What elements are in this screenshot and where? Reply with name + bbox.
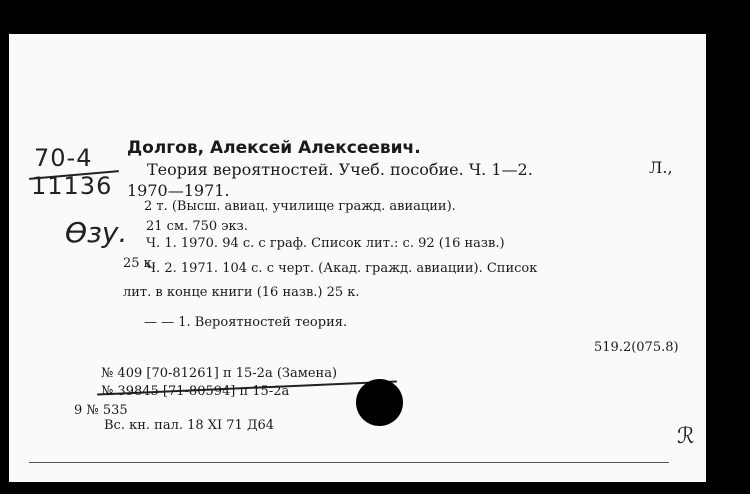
classification: 519.2(075.8) [594, 340, 679, 355]
footer-line-2: № 39845 [71-80594] п 15-2а [101, 384, 290, 399]
footer-line-1: № 409 [70-81261] п 15-2а (Замена) [101, 366, 338, 381]
part-1: Ч. 1. 1970. 94 с. с граф. Список лит.: с. 92 (16 назв.) [146, 236, 505, 251]
catalog-card [9, 34, 706, 482]
bottom-rule [29, 462, 669, 463]
call-number-bottom: 11136 [31, 172, 113, 200]
call-number-top: 70-4 [34, 144, 93, 172]
part-2-continued: лит. в конце книги (16 назв.) 25 к. [123, 285, 360, 300]
handwritten-mark: Ѳзу. [65, 216, 128, 249]
size-copies: 21 см. 750 экз. [146, 219, 248, 234]
years: 1970—1971. [127, 181, 230, 200]
author: Долгов, Алексей Алексеевич. [127, 138, 421, 158]
footer-line-4: Вс. кн. пал. 18 XI 71 Д64 [104, 418, 275, 433]
part-1-price: 25 к. [123, 256, 156, 271]
corner-mark: ℛ [677, 424, 695, 449]
place: Л., [649, 158, 673, 177]
part-2: Ч. 2. 1971. 104 с. с черт. (Акад. гражд. авиации). Список [146, 261, 538, 276]
title-line: Теория вероятностей. Учеб. пособие. Ч. 1—2. [147, 160, 533, 179]
footer-line-3: 9 № 535 [74, 403, 128, 418]
volume-note: 2 т. (Высш. авиац. училище гражд. авиации). [144, 199, 456, 214]
subject-heading: — — 1. Вероятностей теория. [144, 315, 348, 330]
ink-blot [356, 379, 403, 426]
